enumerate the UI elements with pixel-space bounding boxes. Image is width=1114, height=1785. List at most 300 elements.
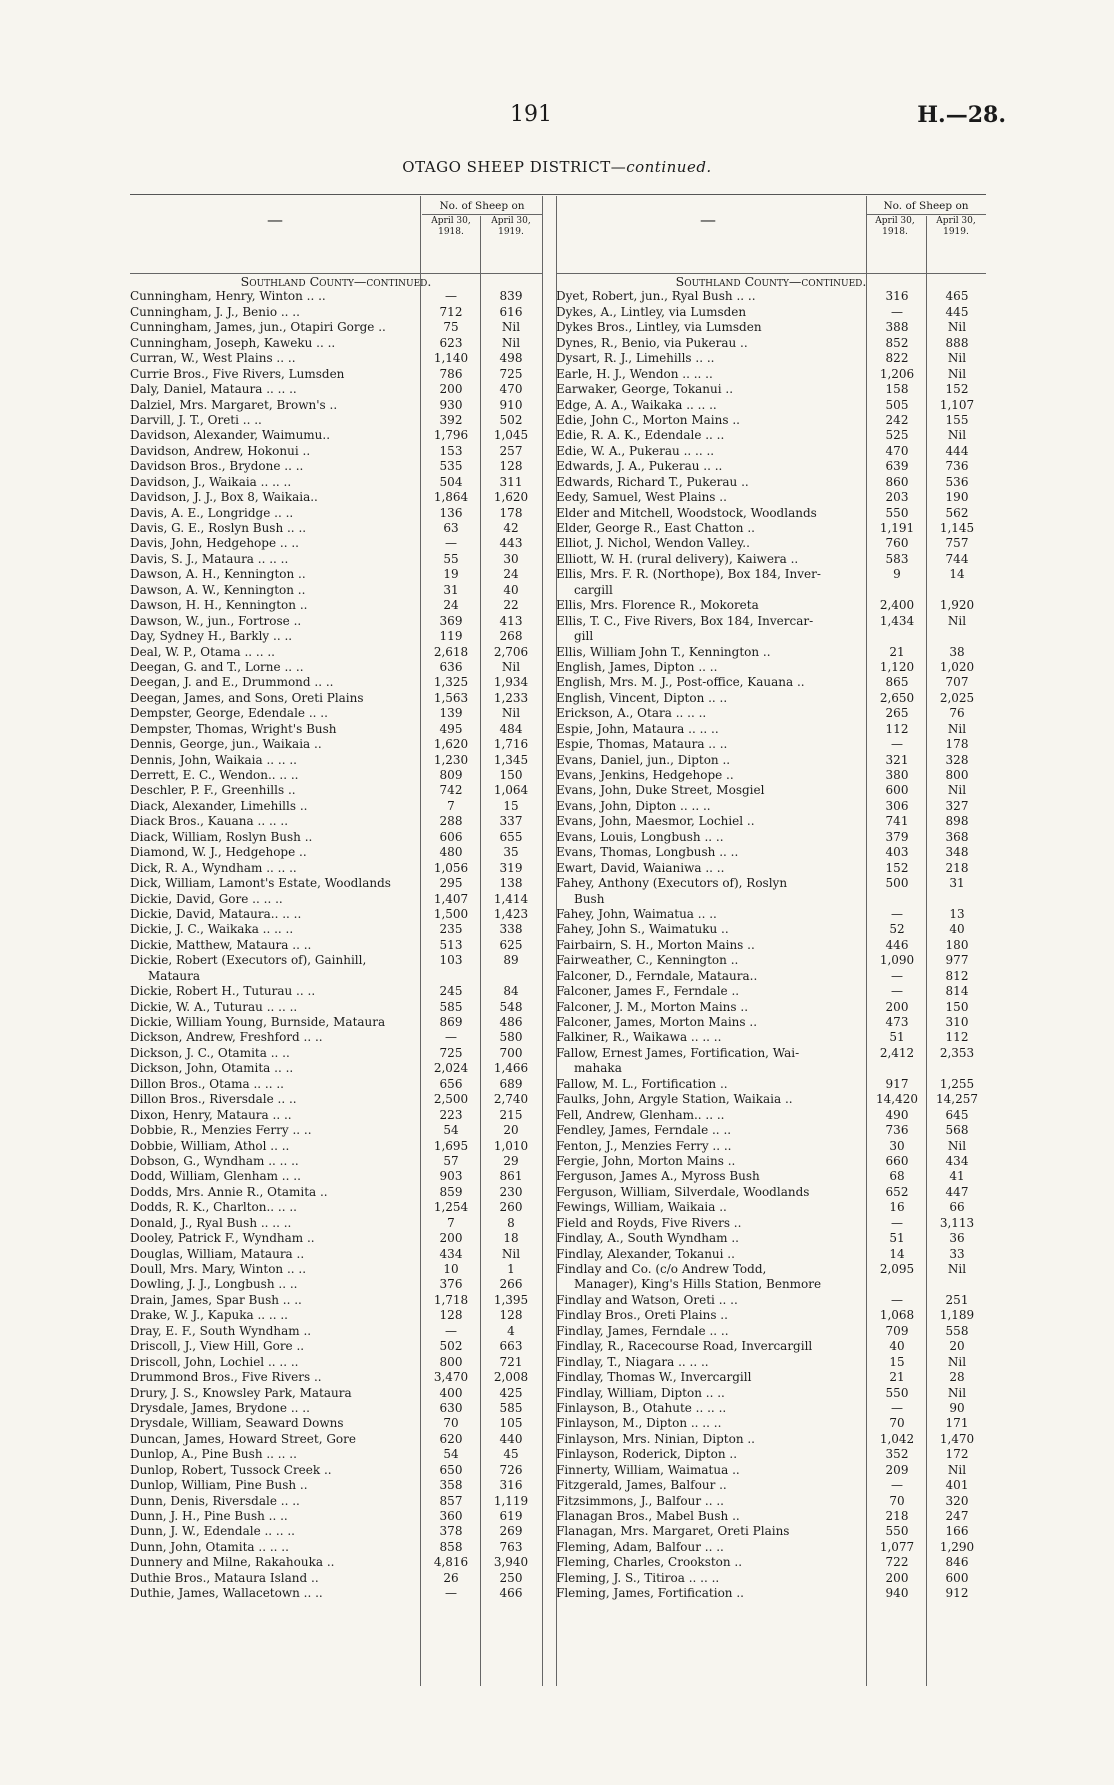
sheep-1918: 54 [443,1447,459,1462]
table-row [556,938,986,953]
sheep-1918: 502 [439,1339,463,1354]
table-row [556,783,986,798]
sheep-1918: 660 [885,1153,909,1168]
sheep-1919: 66 [949,1200,965,1215]
entry-name: Dickie, W. A., Tuturau .. .. .. [130,999,298,1014]
entry-name: Derrett, E. C., Wendon.. .. .. [130,768,299,782]
sheep-1918: 859 [439,1184,463,1199]
sheep-1919: 368 [945,829,969,844]
entry-name: Dickie, David, Mataura.. .. .. [130,906,302,921]
sheep-1918: 51 [889,1030,905,1045]
sheep-1918: 3,470 [433,1370,469,1385]
table-row [556,336,986,351]
entry-name: Evans, John, Duke Street, Mosgiel [556,783,765,798]
right-column [556,196,986,1602]
sheep-1918: 786 [439,366,463,381]
sheep-1919: 413 [499,613,523,628]
entry-name: Edie, W. A., Pukerau .. .. .. [556,443,715,458]
sheep-1919: Nil [947,1138,967,1153]
sheep-1919: 178 [499,505,523,520]
sheep-1918: 1,563 [433,690,469,705]
sheep-1919: 15 [503,798,519,813]
sheep-1918: — [891,968,903,983]
entry-name: Dick, R. A., Wyndham .. .. .. [130,860,297,875]
entry-name: Dennis, John, Waikaia .. .. .. [130,752,297,767]
entry-name: Dunlop, William, Pine Bush .. [130,1478,308,1493]
sheep-1919: 138 [499,876,523,891]
sheep-1919: 744 [945,551,969,566]
sheep-1919: 320 [945,1493,969,1508]
entry-name: Dobbie, R., Menzies Ferry .. .. [130,1123,312,1138]
sheep-1918: 128 [439,1308,463,1323]
sheep-1919: 726 [499,1462,523,1477]
sheep-1918: 380 [885,768,909,782]
sheep-1919: 14,257 [936,1092,978,1107]
table-row [556,737,986,752]
entry-name: Deegan, G. and T., Lorne .. .. [130,659,304,674]
table-row [556,984,986,999]
sheep-1918: 446 [885,937,909,952]
table-row [556,1370,986,1385]
sheep-1918: 1,695 [433,1138,469,1153]
entry-name: Dunnery and Milne, Rakahouka .. [130,1555,335,1570]
sheep-1919: 1,620 [493,490,529,505]
table-row [556,444,986,459]
entry-name: Findlay, R., Racecourse Road, Invercargill [556,1339,813,1354]
entry-name: Davidson Bros., Brydone .. .. [130,459,304,474]
entry-name: Fitzsimmons, J., Balfour .. .. [556,1493,724,1508]
entry-name: Fahey, John, Waimatua .. .. [556,906,717,921]
sheep-1918: 1,254 [433,1200,469,1215]
sheep-1919: 8 [507,1215,515,1230]
entry-name: Dennis, George, jun., Waikaia .. [130,737,322,752]
sheep-1919: Nil [501,659,521,674]
entry-name: Fergie, John, Morton Mains .. [556,1153,736,1168]
entry-name: Falconer, J. M., Morton Mains .. [556,999,749,1014]
sheep-1919: 319 [499,860,523,875]
sheep-1919: 663 [499,1339,523,1354]
sheep-1919: 316 [499,1478,523,1493]
entry-name: Dowling, J. J., Longbush .. .. [130,1277,298,1292]
entry-name: Drain, James, Spar Bush .. .. [130,1292,302,1307]
sheep-1918: 1,796 [433,428,469,443]
sheep-1919: 14 [949,567,965,582]
entry-name: Dickson, John, Otamita .. .. [130,1061,294,1076]
sheep-1919: Nil [501,335,521,350]
sheep-1919: 645 [945,1107,969,1122]
sheep-1919: 898 [945,814,969,829]
table-row [556,1571,986,1586]
sheep-1918: 31 [443,582,459,597]
sheep-1919: Nil [947,366,967,381]
sheep-1919: 625 [499,937,523,952]
sheep-1919: 150 [945,999,969,1014]
table-row [556,413,986,428]
entry-name: Dyet, Robert, jun., Ryal Bush .. .. [556,289,756,304]
sheep-1919: 1,010 [493,1138,529,1153]
table-row [556,768,986,783]
entry-name: Drysdale, William, Seaward Downs [130,1416,344,1431]
entry-name: Dickie, Robert (Executors of), Gainhill, [130,953,367,968]
sheep-1918: 857 [439,1493,463,1508]
sheep-1919: 763 [499,1539,523,1554]
sheep-1919: 171 [945,1416,969,1431]
header-rule [422,214,542,215]
table-row [556,1262,986,1277]
sheep-1918: 473 [885,1015,909,1029]
sheep-1918: 2,095 [879,1262,915,1276]
table-row [556,305,986,320]
sheep-1918: 245 [439,984,463,999]
entry-name: Fleming, Charles, Crookston .. [556,1555,743,1570]
entry-name: Dickson, J. C., Otamita .. .. [130,1045,290,1060]
entry-name: Elliott, W. H. (rural delivery), Kaiwera .. [556,551,799,566]
entry-name: Ellis, Mrs. Florence R., Mokoreta [556,598,759,613]
sheep-1918: 1,077 [879,1539,915,1554]
entry-name: Dick, William, Lamont's Estate, Woodlands [130,876,391,891]
entry-name: Doull, Mrs. Mary, Winton .. .. [130,1262,307,1276]
sheep-1919: 1,466 [493,1061,529,1076]
entry-name: Dobbie, William, Athol .. .. [130,1138,290,1153]
entry-name: Ellis, T. C., Five Rivers, Box 184, Invercar- [556,613,814,628]
sheep-1919: 4 [507,1323,515,1338]
table-row [556,475,986,490]
sheep-1918: 10 [443,1262,459,1276]
sheep-1918: 57 [443,1153,459,1168]
sheep-1918: 722 [885,1555,909,1570]
col-1919-header: April 30, 1919. [491,216,531,237]
sheep-1918: 388 [885,320,909,335]
entry-name: Davidson, Andrew, Hokonui .. [130,443,311,458]
entry-name: Espie, Thomas, Mataura .. .. [556,737,728,752]
sheep-1919: 29 [503,1153,519,1168]
table-row [556,289,986,304]
sheep-1918: 725 [439,1045,463,1060]
sheep-1919: 1 [507,1262,515,1276]
column-divider [542,196,543,1686]
entry-name: Davis, A. E., Longridge .. .. [130,505,294,520]
entry-name: Duthie, James, Wallacetown .. .. [130,1586,323,1601]
sheep-1918: 200 [439,382,463,397]
sheep-1919: 655 [499,829,523,844]
sheep-1918: 583 [885,551,909,566]
sheep-1919: 327 [945,798,969,813]
sheep-1919: 721 [499,1354,523,1369]
entry-name: Finlayson, Roderick, Dipton .. [556,1447,738,1462]
entry-name: Findlay, Thomas W., Invercargill [556,1370,752,1385]
column-divider [480,216,481,1686]
entry-name: Dunn, Denis, Riversdale .. .. [130,1493,300,1508]
entry-name: Earwaker, George, Tokanui .. [556,382,734,397]
name-column-header: — [267,210,283,229]
sheep-1918: 316 [885,289,909,304]
top-rule [130,194,986,195]
sheep-1919: 178 [945,737,969,752]
table-row [556,459,986,474]
sheep-1919: 218 [945,860,969,875]
sheep-1918: 152 [885,860,909,875]
sheep-1919: 45 [503,1447,519,1462]
sheep-1919: 977 [945,953,969,968]
sheep-1918: 742 [439,783,463,798]
table-row [556,1463,986,1478]
sheep-1918: 158 [885,382,909,397]
table-row [556,892,986,907]
sheep-1919: 425 [499,1385,523,1400]
sheep-1919: Nil [947,1354,967,1369]
sheep-1919: 338 [499,922,523,937]
entry-name: Edwards, J. A., Pukerau .. .. [556,459,723,474]
sheep-1919: Nil [947,351,967,366]
entry-name: English, James, Dipton .. .. [556,659,718,674]
sheep-1919: 2,706 [493,644,529,659]
table-row [556,830,986,845]
section-heading: Southland County—continued. [675,274,867,289]
sheep-1918: 68 [889,1169,905,1184]
table-row [556,675,986,690]
entry-name: Diack, William, Roslyn Bush .. [130,829,313,844]
entry-name: Ferguson, James A., Myross Bush [556,1169,760,1184]
table-row [556,1401,986,1416]
sheep-1919: 2,740 [493,1092,529,1107]
sheep-1919: 443 [499,536,523,551]
sheep-1918: 379 [885,829,909,844]
sheep-1918: 70 [443,1416,459,1431]
sheep-1919: 24 [503,567,519,582]
table-row [556,598,986,613]
entry-name: Mataura [148,968,201,983]
sheep-1918: 930 [439,397,463,412]
table-row [556,1123,986,1138]
section-heading: Southland County—continued. [240,274,432,289]
sheep-1919: 466 [499,1586,523,1601]
sheep-1918: 490 [885,1107,909,1122]
name-column-header: — [700,210,716,229]
sheep-1919: 800 [945,768,969,782]
sheep-1919: 536 [945,474,969,489]
sheep-1918: 800 [439,1354,463,1369]
entry-name: Duncan, James, Howard Street, Gore [130,1431,356,1446]
sheep-1919: 40 [503,582,519,597]
table-row [556,1355,986,1370]
sheep-1919: 447 [945,1184,969,1199]
page-reference: H.—28. [917,102,1006,128]
entry-name: Falkiner, R., Waikawa .. .. .. [556,1030,722,1045]
sheep-1919: 152 [945,382,969,397]
sheep-1919: 445 [945,304,969,319]
sheep-1919: 470 [499,382,523,397]
sheep-1918: 550 [885,1385,909,1400]
entry-name: Edwards, Richard T., Pukerau .. [556,474,749,489]
table-row [556,1540,986,1555]
sheep-1918: 1,140 [433,351,469,366]
sheep-1918: 504 [439,474,463,489]
sheep-1919: 1,255 [939,1076,975,1091]
sheep-1918: 288 [439,814,463,829]
sheep-1918: 1,500 [433,906,469,921]
entry-name: Dykes Bros., Lintley, via Lumsden [556,320,762,335]
entry-name: Curran, W., West Plains .. .. [130,351,296,366]
table-row [556,506,986,521]
entry-name: Falconer, James, Morton Mains .. [556,1015,758,1029]
sheep-1919: 105 [499,1416,523,1431]
entry-name: Duthie Bros., Mataura Island .. [130,1570,319,1585]
entry-name: Findlay, James, Ferndale .. .. [556,1323,729,1338]
sheep-1919: 3,113 [939,1215,975,1230]
sheep-1919: 311 [499,474,523,489]
sheep-1918: 52 [889,922,905,937]
sheep-1919: 1,934 [493,675,529,690]
entry-name: Deegan, J. and E., Drummond .. .. [130,675,334,690]
sheep-1919: 1,020 [939,659,975,674]
sheep-1918: 2,024 [433,1061,469,1076]
entry-name: Ellis, Mrs. F. R. (Northope), Box 184, Inver- [556,567,821,582]
sheep-1919: 568 [945,1123,969,1138]
sheep-1918: 9 [893,567,901,582]
table-row [556,1200,986,1215]
entry-name: Cunningham, Henry, Winton .. .. [130,289,326,304]
sheep-1918: 1,042 [879,1431,915,1446]
entry-name: Darvill, J. T., Oreti .. .. [130,412,262,427]
sheep-1918: — [891,1400,903,1415]
sheep-1918: 869 [439,1015,463,1029]
sheep-1918: 103 [439,953,463,968]
sheep-1919: 619 [499,1509,523,1523]
table-row [556,552,986,567]
sheep-1918: 2,618 [433,644,469,659]
sheep-1918: 1,325 [433,675,469,690]
sheep-1919: 35 [503,845,519,860]
sheep-1918: 136 [439,505,463,520]
sheep-1919: 155 [945,412,969,427]
entry-name: Diamond, W. J., Hedgehope .. [130,845,307,860]
entry-name: Fell, Andrew, Glenham.. .. .. [556,1107,725,1122]
sheep-1919: 861 [499,1169,523,1184]
sheep-1918: 760 [885,536,909,551]
sheep-1918: 54 [443,1123,459,1138]
entry-name: Diack Bros., Kauana .. .. .. [130,814,289,829]
sheep-1918: 24 [443,598,459,613]
sheep-1918: 306 [885,798,909,813]
sheep-1918: 1,407 [433,891,469,906]
table-row [556,320,986,335]
entry-name: Cunningham, J. J., Benio .. .. [130,304,300,319]
table-row [556,1046,986,1061]
entry-name: Elliot, J. Nichol, Wendon Valley.. [556,536,750,551]
sheep-1919: 268 [499,629,523,644]
entry-name: Davidson, Alexander, Waimumu.. [130,428,331,443]
sheep-1918: 1,206 [879,366,915,381]
sheep-1918: 860 [885,474,909,489]
sheep-1918: 650 [439,1462,463,1477]
sheep-1919: Nil [947,1462,967,1477]
sheep-1918: 623 [439,335,463,350]
sheep-1919: Nil [947,783,967,798]
table-row [556,1339,986,1354]
entry-name: Dunn, J. W., Edendale .. .. .. [130,1524,295,1539]
sheep-1919: 30 [503,551,519,566]
table-row [556,814,986,829]
sheep-1918: 809 [439,768,463,782]
page-title [0,158,1114,176]
sheep-1918: 1,056 [433,860,469,875]
sheep-1918: 736 [885,1123,909,1138]
sheep-1918: 7 [447,798,455,813]
sheep-1919: Nil [947,1385,967,1400]
entry-name: Fallow, M. L., Fortification .. [556,1076,728,1091]
entry-name: Dickie, Matthew, Mataura .. .. [130,937,312,952]
sheep-1918: 51 [889,1231,905,1246]
sheep-1918: — [891,1292,903,1307]
entry-name: Findlay, A., South Wyndham .. [556,1231,739,1246]
entry-name: Findlay, Alexander, Tokanui .. [556,1246,735,1261]
sheep-1918: 2,650 [879,690,915,705]
entry-name: Bush [574,891,605,906]
page-number: 191 [510,102,552,127]
entry-name: English, Vincent, Dipton .. .. [556,690,728,705]
entry-name: Dynes, R., Benio, via Pukerau .. [556,335,748,350]
entry-name: Falconer, D., Ferndale, Mataura.. [556,968,758,983]
sheep-1919: 1,119 [493,1493,529,1508]
sheep-1918: 865 [885,675,909,690]
sheep-1919: 266 [499,1277,523,1292]
sheep-1919: 84 [503,984,519,999]
entry-name: Ellis, William John T., Kennington .. [556,644,771,659]
entry-name: Ferguson, William, Silverdale, Woodlands [556,1184,810,1199]
entry-name: Earle, H. J., Wendon .. .. .. [556,366,713,381]
table-row [556,351,986,366]
sheep-1919: 180 [945,937,969,952]
sheep-1919: Nil [947,613,967,628]
entry-name: Finlayson, M., Dipton .. .. .. [556,1416,722,1431]
sheep-1918: 940 [885,1586,909,1601]
table-row [556,706,986,721]
table-row [556,1247,986,1262]
table-row [556,1509,986,1524]
table-row [556,1030,986,1045]
entry-name: Dillon Bros., Riversdale .. .. [130,1092,297,1107]
sheep-1918: 639 [885,459,909,474]
sheep-1918: 40 [889,1339,905,1354]
sheep-1918: 500 [885,876,909,891]
sheep-1918: 376 [439,1277,463,1292]
sheep-1918: 1,864 [433,490,469,505]
entry-name: Dalziel, Mrs. Margaret, Brown's .. [130,397,338,412]
entry-name: Elder, George R., East Chatton .. [556,521,755,535]
entry-name: Flanagan, Mrs. Margaret, Oreti Plains [556,1524,790,1539]
sheep-1919: 250 [499,1570,523,1585]
entry-name: Evans, John, Maesmor, Lochiel .. [556,814,755,829]
sheep-1918: 218 [885,1509,909,1523]
sheep-1919: 465 [945,289,969,304]
sheep-1918: 917 [885,1076,909,1091]
table-row [556,490,986,505]
sheep-1918: 822 [885,351,909,366]
entry-name: Daly, Daniel, Mataura .. .. .. [130,382,297,397]
entry-name: English, Mrs. M. J., Post-office, Kauana .. [556,675,805,690]
table-row [556,1478,986,1493]
entry-name: Fallow, Ernest James, Fortification, Wai- [556,1045,800,1060]
sheep-1918: — [891,1215,903,1230]
sheep-1919: 502 [499,412,523,427]
table-row [556,1231,986,1246]
entry-name: Dawson, A. H., Kennington .. [130,567,306,582]
sheep-1918: 1,090 [879,953,915,968]
table-row [556,691,986,706]
sheep-1918: 70 [889,1416,905,1431]
sheep-1919: 580 [499,1030,523,1045]
sheep-1919: 486 [499,1015,523,1029]
